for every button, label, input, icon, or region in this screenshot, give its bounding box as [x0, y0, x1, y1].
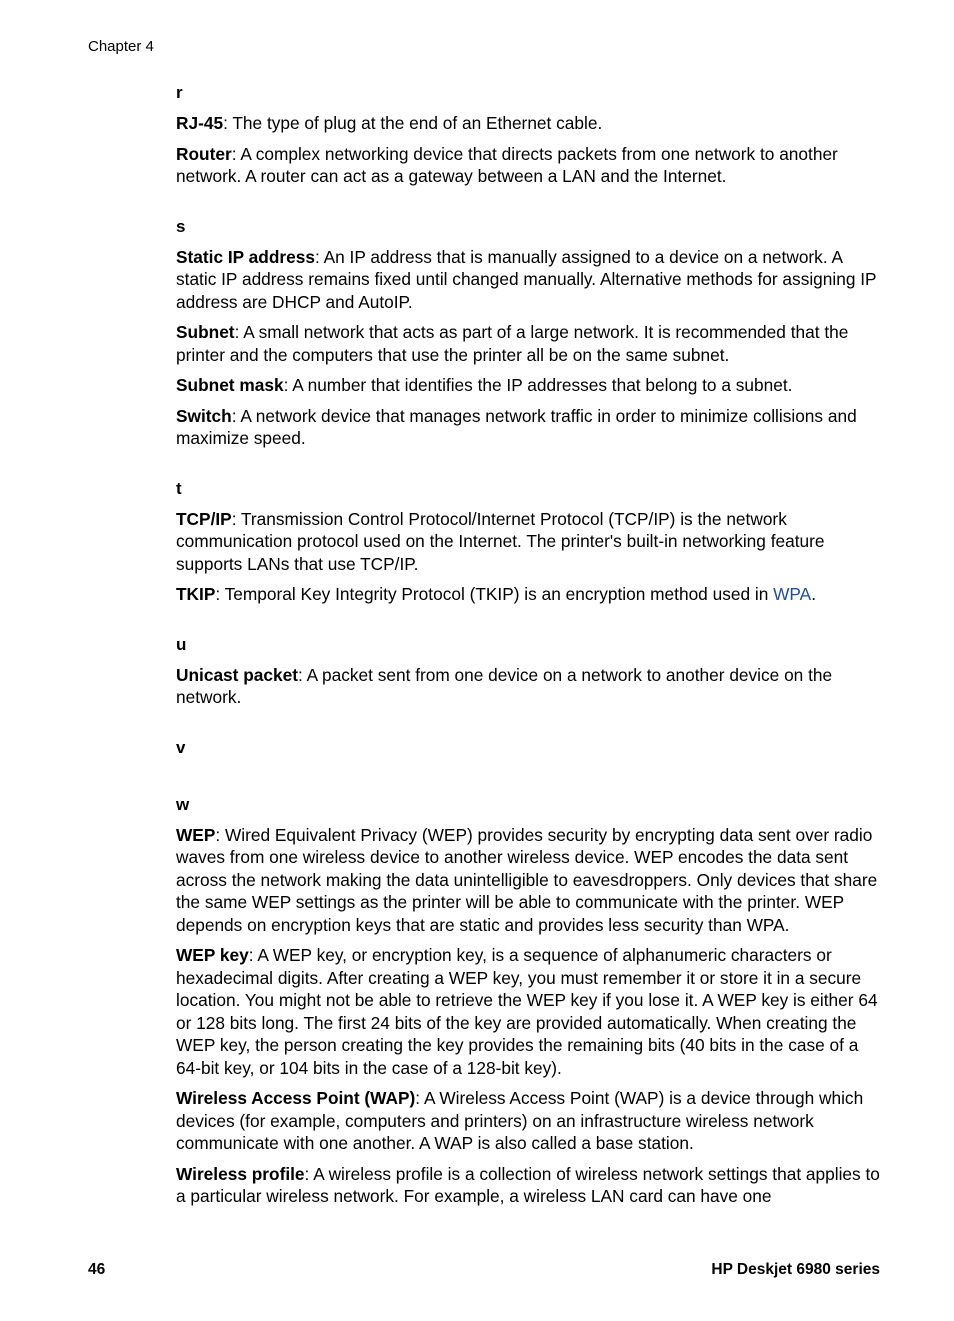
glossary-definition: : A small network that acts as part of a large network. It is recommended that the printer and the computers that use the printer all be on the same subnet.	[176, 322, 849, 365]
glossary-entry-subnet	[176, 321, 886, 366]
glossary-definition: : A Wireless Access Point (WAP) is a device through which devices (for example, computers and printers) on an infrastructure wireless network communicate with one another. A WAP is also called a base station.	[176, 1088, 864, 1153]
glossary-term: Switch	[176, 405, 232, 426]
glossary-entry-static-ip	[176, 246, 886, 314]
running-header: Chapter 4	[88, 38, 154, 55]
glossary-definition-end: .	[811, 584, 817, 604]
section-letter: t	[176, 478, 182, 498]
glossary-definition: : The type of plug at the end of an Ethernet cable.	[223, 113, 603, 133]
glossary-term: Subnet mask	[176, 375, 284, 395]
glossary-entry-wireless-profile	[176, 1163, 886, 1208]
glossary-term: WEP	[176, 824, 216, 845]
glossary-term: Static IP address	[176, 246, 315, 267]
glossary-content	[176, 82, 886, 1236]
glossary-definition: : A number that identifies the IP addresses that belong to a subnet.	[283, 375, 793, 395]
glossary-entry-tcpip	[176, 508, 886, 576]
glossary-definition: : An IP address that is manually assigned to a device on a network. A static IP address remains fixed until changed manually. Alternative methods for assigning IP address are DHCP and AutoIP.	[176, 246, 877, 312]
glossary-definition: : A wireless profile is a collection of wireless network settings that applies to a particular wireless network. For example, a wireless LAN card can have one	[176, 1163, 880, 1206]
glossary-term: Unicast packet	[176, 664, 298, 685]
section-letter: s	[176, 216, 186, 236]
glossary-section-s	[176, 216, 886, 450]
glossary-term: RJ-45	[176, 113, 224, 133]
glossary-section-w	[176, 794, 886, 1208]
section-letter: r	[176, 83, 183, 102]
glossary-definition: : Temporal Key Integrity Protocol (TKIP) is an encryption method used in	[215, 584, 774, 604]
glossary-term: Wireless profile	[176, 1163, 305, 1184]
glossary-entry-router	[176, 143, 886, 188]
wpa-link[interactable]: WPA	[773, 584, 812, 604]
glossary-definition: : Wired Equivalent Privacy (WEP) provides security by encrypting data sent over radio waves from one wireless device to another wireless device. WEP encodes the data sent across the network making the data unintelligible to eavesdroppers. Only devices that share the same WEP settings as the printer will be able to communicate with the printer. WEP depends on encryption keys that are static and provides less security than WPA.	[176, 824, 878, 935]
glossary-entry-wep-key	[176, 944, 886, 1079]
glossary-section-u	[176, 634, 886, 709]
glossary-entry-tkip	[176, 583, 886, 606]
section-letter: v	[176, 737, 186, 757]
glossary-definition: : Transmission Control Protocol/Internet Protocol (TCP/IP) is the network communication protocol used on the Internet. The printer's built-in networking feature supports LANs that use TCP/IP.	[176, 508, 825, 574]
glossary-definition: : A complex networking device that directs packets from one network to another network. A router can act as a gateway between a LAN and the Internet.	[176, 143, 838, 186]
glossary-entry-wep	[176, 824, 886, 937]
section-letter: w	[176, 794, 190, 814]
glossary-term: Wireless Access Point (WAP)	[176, 1088, 416, 1108]
glossary-entry-subnet-mask	[176, 374, 886, 397]
glossary-term: Router	[176, 143, 232, 164]
glossary-entry-unicast	[176, 664, 886, 709]
glossary-section-t	[176, 478, 886, 606]
glossary-definition: : A packet sent from one device on a network to another device on the network.	[176, 664, 833, 707]
glossary-definition: : A WEP key, or encryption key, is a sequence of alphanumeric characters or hexadecimal digits. After creating a WEP key, you must remember it or store it in a secure location. You might not be able to retrieve the WEP key if you lose it. A WEP key is either 64 or 128 bits long. The first 24 bits of the key are provided automatically. When creating the WEP key, the person creating the key provides the remaining bits (40 bits in the case of a 64-bit key, or 104 bits in the case of a 128-bit key).	[176, 945, 878, 1078]
glossary-section-r	[176, 82, 886, 188]
glossary-entry-switch	[176, 405, 886, 450]
glossary-entry-rj45	[176, 112, 886, 135]
glossary-term: TKIP	[176, 584, 216, 604]
glossary-term: Subnet	[176, 322, 235, 342]
glossary-definition: : A network device that manages network traffic in order to minimize collisions and maximize speed.	[176, 405, 857, 448]
glossary-entry-wap	[176, 1087, 886, 1155]
section-letter: u	[176, 634, 187, 654]
product-name: HP Deskjet 6980 series	[711, 1261, 880, 1278]
page-number: 46	[88, 1261, 106, 1278]
glossary-section-v	[176, 737, 886, 759]
glossary-term: TCP/IP	[176, 508, 232, 529]
glossary-term: WEP key	[176, 945, 249, 965]
